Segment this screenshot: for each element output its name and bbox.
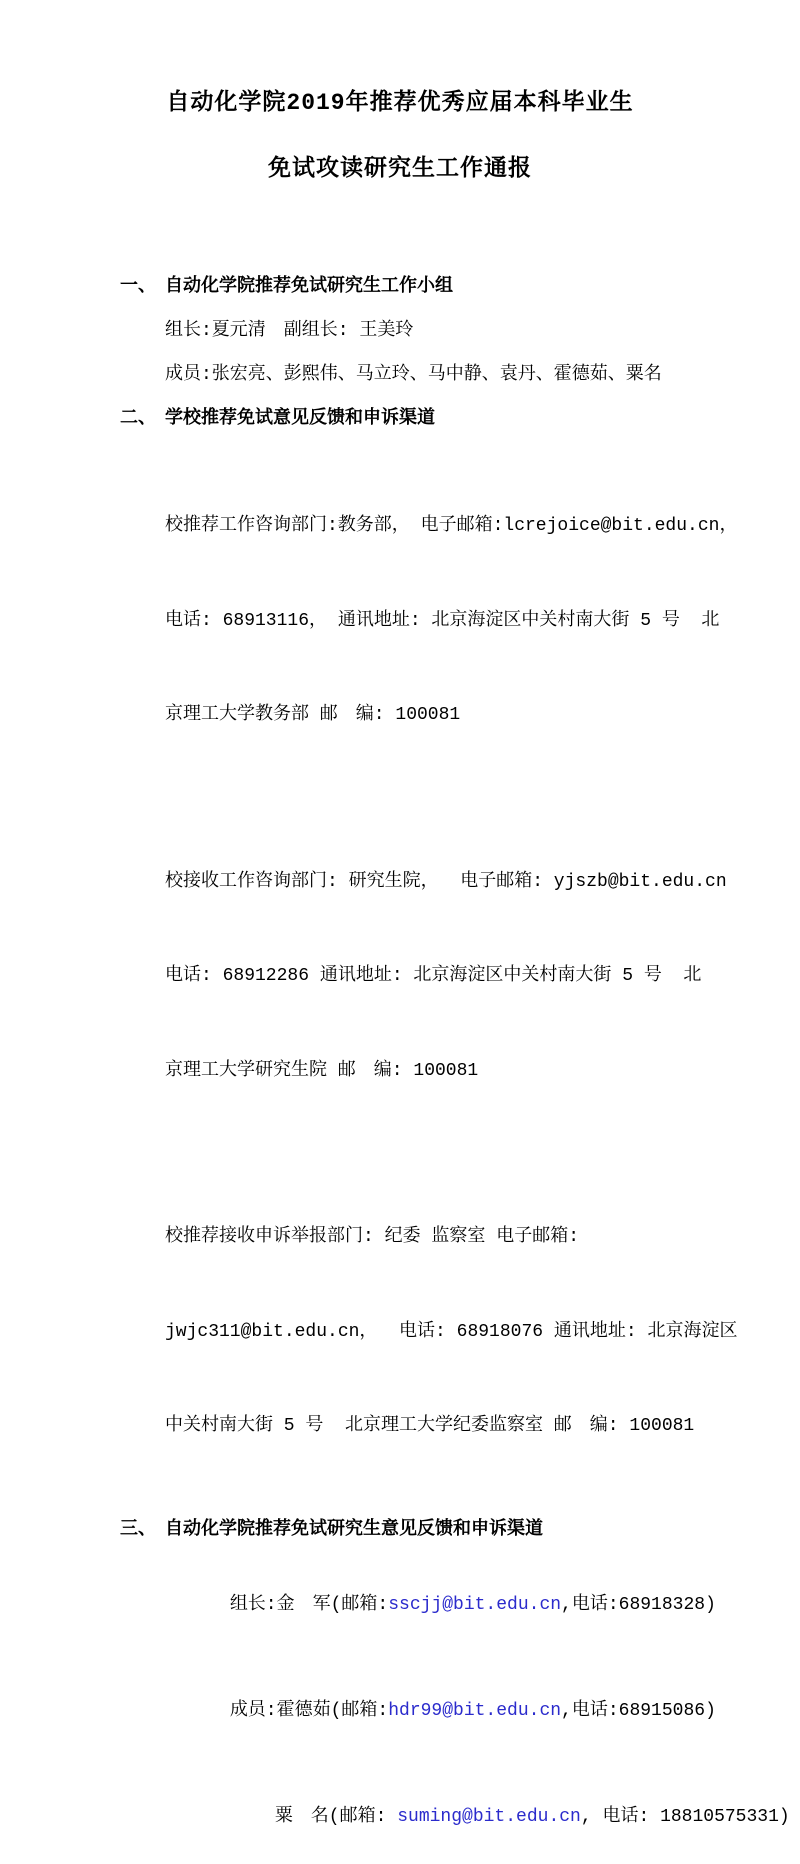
document-title-line-2: 免试攻读研究生工作通报 [268,156,532,182]
feedback-member1-suffix: ,电话:68915086) [561,1700,716,1721]
section-2-heading [120,404,800,435]
section-2-number: 二、 [120,409,156,429]
contact-line: 校推荐接收申诉举报部门: 纪委 监察室 电子邮箱: [165,1227,580,1247]
document-title [0,0,800,184]
document-body [0,272,800,1864]
feedback-leader-prefix: 组长:金 军(邮箱: [229,1594,389,1615]
contact-paragraph-recommendation-office [165,448,800,795]
contact-line: 京理工大学研究生院 邮 编: 100081 [165,1060,479,1081]
email-link-hdr99[interactable]: hdr99@bit.edu.cn [388,1700,562,1721]
feedback-leader-suffix: ,电话:68918328) [561,1594,716,1615]
email-link-suming[interactable]: suming@bit.edu.cn [397,1806,581,1827]
feedback-member-line-2 [210,1771,800,1864]
section-1-heading [120,272,800,303]
contact-paragraph-admission-office [165,804,800,1151]
workgroup-leader-line: 组长:夏元清 副组长: 王美玲 [165,321,414,341]
section-2-heading-text: 学校推荐免试意见反馈和申诉渠道 [165,409,435,429]
contact-paragraph-appeal-office [165,1159,800,1506]
section-3-heading-text: 自动化学院推荐免试研究生意见反馈和申诉渠道 [165,1519,543,1540]
feedback-leader-line [165,1559,800,1652]
feedback-member2-suffix: , 电话: 18810575331) [580,1806,790,1827]
workgroup-members-line: 成员:张宏亮、彭熙伟、马立玲、马中静、袁丹、霍德茹、粟名 [165,365,662,385]
section-3-heading [120,1515,800,1546]
contact-line: 校推荐工作咨询部门:教务部， 电子邮箱:lcrejoice@bit.edu.cn， [165,516,738,536]
contact-line: 电话: 68912286 通讯地址: 北京海淀区中关村南大街 5 号 北 [165,966,702,986]
contact-line: 京理工大学教务部 邮 编: 100081 [165,705,461,725]
section-3-number: 三、 [120,1519,156,1540]
feedback-member2-prefix: 粟 名(邮箱: [274,1806,398,1827]
feedback-member-line-1 [165,1665,800,1758]
contact-line: 电话: 68913116， 通讯地址: 北京海淀区中关村南大街 5 号 北 [165,610,720,631]
section-1-heading-text: 自动化学院推荐免试研究生工作小组 [165,277,453,297]
document-title-line-1: 自动化学院2019年推荐优秀应届本科毕业生 [166,90,634,116]
contact-line: 校接收工作咨询部门: 研究生院， 电子邮箱: yjszb@bit.edu.cn [165,871,727,892]
feedback-member1-prefix: 成员:霍德茹(邮箱: [229,1700,389,1721]
contact-line: 中关村南大街 5 号 北京理工大学纪委监察室 邮 编: 100081 [165,1416,695,1436]
contact-line: jwjc311@bit.edu.cn， 电话: 68918076 通讯地址: 北京海淀区 [165,1321,738,1342]
email-link-sscjj[interactable]: sscjj@bit.edu.cn [388,1594,562,1615]
section-1-number: 一、 [120,277,156,297]
